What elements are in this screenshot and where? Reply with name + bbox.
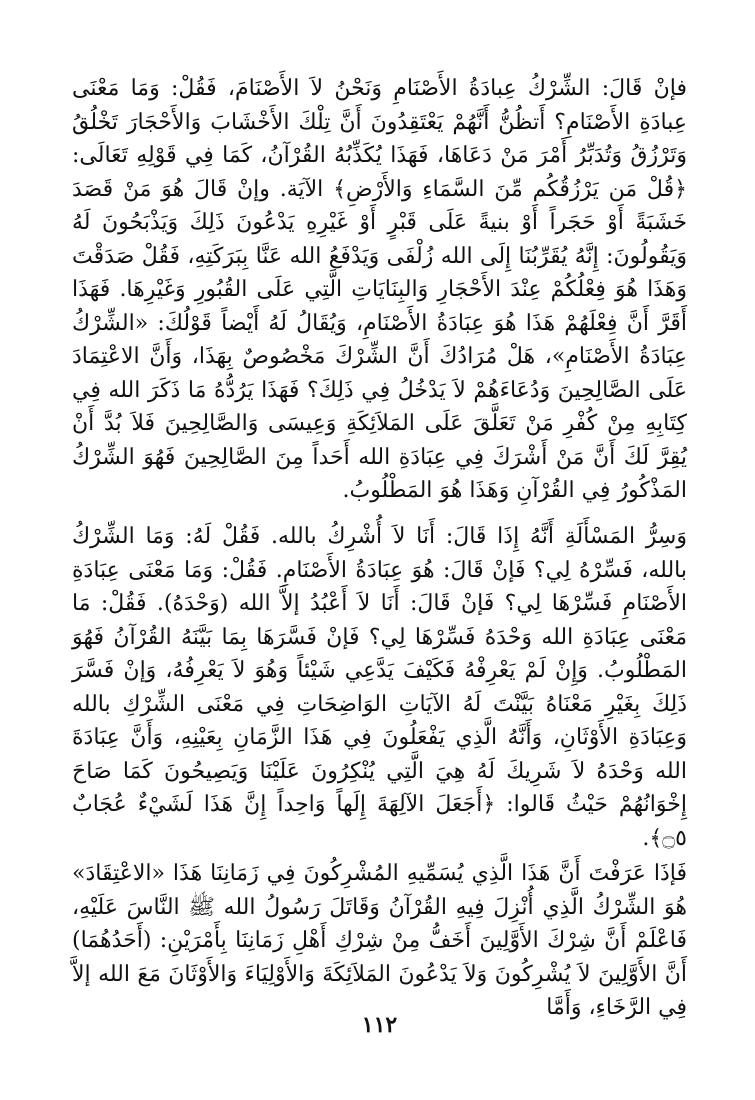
- book-page: [72, 72, 687, 1062]
- paragraph-1: فإنْ قَالَ: الشِّرْكُ عِبادَةُ الأَصْنَامِ وَنَحْنُ لاَ الأَصْنَامَ، فَقُلْ: وَمَا مَعْنَى عِبادَةِ الأَصْنَامِ؟ أَتظُنُّ أَنَّهُمْ يَعْتَقِدُونَ أَنَّ تِلْكَ الأَخْشَابَ وَالأَحْجَارَ تَخْلُقُ وَتَرْزُقُ وَتُدَبِّرُ أَمْرَ مَنْ دَعَاهَا، فَهَذَا يُكَذِّبُهُ القُرْآنُ، كَمَا فِي قَوْلِهِ تَعَالَى: ﴿قُلْ مَن يَرْزُقُكُم مِّنَ السَّمَاءِ وَالأَرْضِ﴾ الآيَة. وإنْ قَالَ هُوَ مَنْ قَصَدَ خَشَبَةً أَوْ حَجَراً أَوْ بنيةً عَلَى قَبْرٍ أَوْ غَيْرِهِ يَدْعُونَ ذَلِكَ وَيَذْبَحُونَ لَهُ وَيَقُولُونَ: إِنَّهُ يُقَرِّبُنَا إِلَى الله زُلْفَى وَيَدْفَعُ الله عَنَّا بِبَرَكَتِهِ، فَقُلْ صَدَقْتَ وَهَذَا هُوَ فِعْلُكُمْ عِنْدَ الأَحْجَارِ وَالبِنَايَاتِ الَّتِي عَلَى القُبُورِ وَغَيْرِهَا. فَهَذَا أَقَرَّ أَنَّ فِعْلَهُمْ هَذَا هُوَ عِبَادَةُ الأَصْنَامِ، وَيُقَالُ لَهُ أَيْضاً قَوْلُكَ: «الشِّرْكُ عِبَادَةُ الأَصْنَامِ»، هَلْ مُرَادُكَ أَنَّ الشِّرْكَ مَخْصُوصٌ بِهَذَا، وَأَنَّ الاعْتِمَادَ عَلَى الصَّالِحِينَ وَدُعَاءَهُمْ لاَ يَدْخُلُ فِي ذَلِكَ؟ فَهَذَا يَرُدُّهُ مَا ذَكَرَ الله فِي كِتَابِهِ مِنْ كُفْرِ مَنْ تَعَلَّقَ عَلَى المَلاَئِكَةِ وَعِيسَى وَالصَّالِحِينَ فَلاَ بُدَّ أَنْ يُقِرَّ لَكَ أَنَّ مَنْ أَشْرَكَ فِي عِبَادَةِ الله أَحَداً مِنَ الصَّالِحِينَ فَهُوَ الشِّرْكُ المَذْكُورُ فِي القُرْآنِ وَهَذَا هُوَ المَطْلُوبُ.: [72, 76, 687, 503]
- paragraph-2: وَسِرُّ المَسْأَلَةِ أَنَّهُ إِذَا قَالَ: أَنَا لاَ أُشْرِكُ بالله. فَقُلْ لَهُ: وَمَا الشِّرْكُ بالله، فَسِّرْهُ لِي؟ فَإنْ قَالَ: هُوَ عِبَادَةُ الأَصْنَامِ. فَقُلْ: وَمَا مَعْنَى عِبَادَةِ الأَصْنَامِ فَسِّرْهَا لِي؟ فَإنْ قَالَ: أَنَا لاَ أَعْبُدُ إلاَّ الله (وَحْدَهُ). فَقُلْ: مَا مَعْنَى عِبَادَةِ الله وَحْدَهُ فَسِّرْهَا لِي؟ فَإنْ فَسَّرَهَا بِمَا بَيَّنَهُ القُرْآنُ فَهُوَ المَطْلُوبُ. وَإِنْ لَمْ يَعْرِفْهُ فَكَيْفَ يَدَّعِي شَيْئاً وَهُوَ لاَ يَعْرِفُهُ، وَإنْ فَسَّرَ ذَلِكَ بِغَيْرِ مَعْنَاهُ بَيَّنْتَ لَهُ الآيَاتِ الوَاضِحَاتِ فِي مَعْنَى الشِّرْكِ بالله وَعِبَادَةِ الأَوْثَانِ، وَأَنَّهُ الَّذِي يَفْعَلُونَ فِي هَذَا الزَّمَانِ بِعَيْنِهِ، وَأَنَّ عِبَادَةَ الله وَحْدَهُ لاَ شَرِيكَ لَهُ هِيَ الَّتِي يُنْكِرُونَ عَلَيْنَا وَيَصِيحُونَ كَمَا صَاحَ إِخْوَانُهُمْ حَيْثُ قَالوا: ﴿أَجَعَلَ الآلِهَةَ إِلَهاً وَاحِداً إِنَّ هَذَا لَشَيْءٌ عُجَابٌ ۝٥﴾.: [72, 524, 687, 851]
- paragraph-3: فَإذَا عَرَفْتَ أَنَّ هَذَا الَّذِي يُسَمِّيهِ المُشْرِكُونَ فِي زَمَانِنَا هَذَا «الاعْتِقَادَ» هُوَ الشِّرْكُ الَّذِي أُنْزِلَ فِيهِ القُرْآنُ وَقَاتَلَ رَسُولُ الله ﷺ النَّاسَ عَلَيْهِ، فَاعْلَمْ أَنَّ شِرْكَ الأَوَّلِينَ أَخَفُّ مِنْ شِرْكِ أَهْلِ زَمَانِنَا بِأَمْرَيْنِ: (أَحَدُهُمَا) أَنَّ الأَوَّلِينَ لاَ يُشْرِكُونَ وَلاَ يَدْعُونَ المَلاَئِكَةَ وَالأَوْلِيَاءَ وَالأَوْثَانَ مَعَ الله إلاَّ فِي الرَّخَاءِ، وَأَمَّا: [72, 861, 687, 1020]
- page-number: ١١٢: [361, 1012, 398, 1038]
